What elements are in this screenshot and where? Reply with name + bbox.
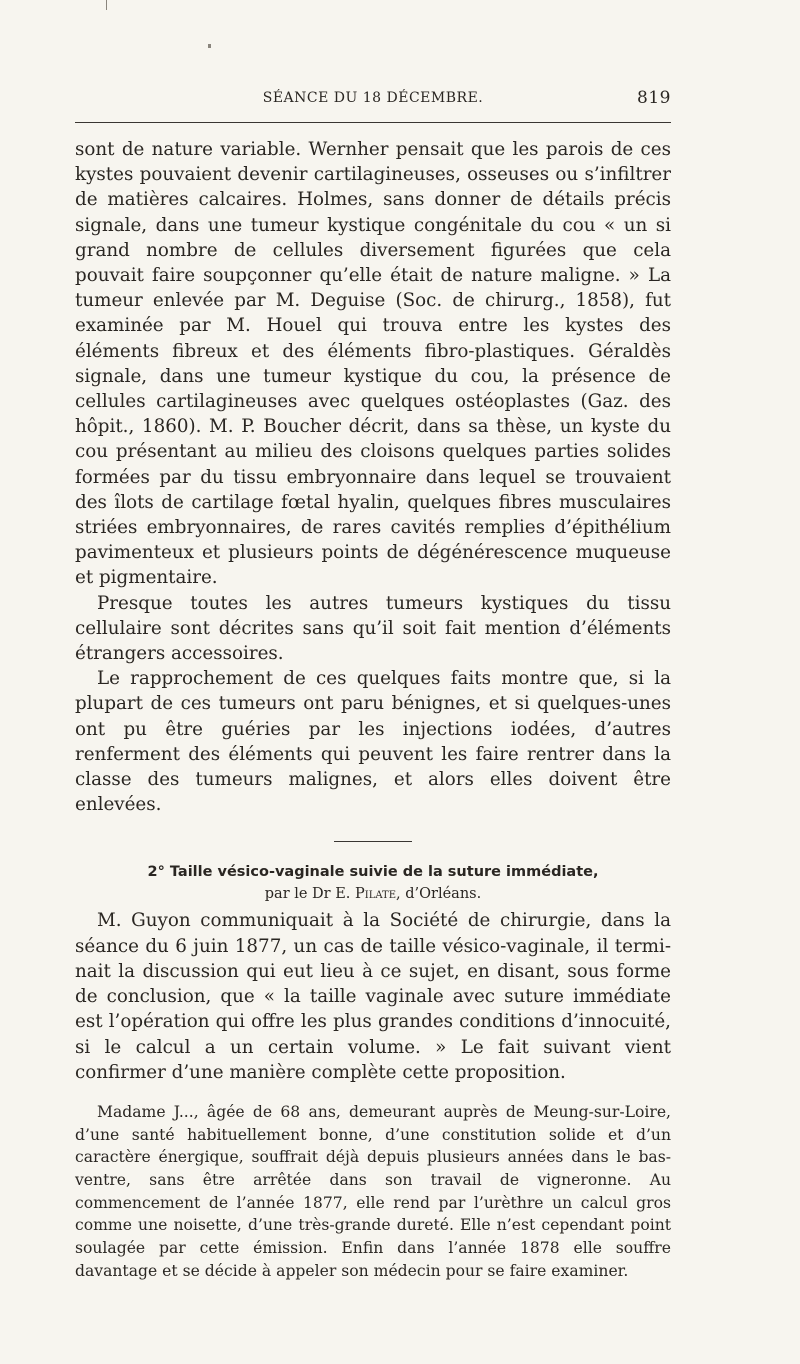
scan-speck: [208, 44, 211, 48]
section-separator: [334, 841, 412, 842]
header-rule: [75, 122, 671, 123]
body-paragraph-2: Presque toutes les autres tumeurs kystiques du tissu cellulaire sont décrites sans qu’il soit fait mention d’éléments étrangers accessoires.: [75, 592, 671, 665]
running-header: [75, 86, 671, 112]
page-number: 819: [637, 88, 671, 108]
author-prefix: par le Dr E.: [264, 886, 351, 903]
author-name: Pilate: [355, 886, 397, 903]
body-paragraph-3: Le rapprochement de ces quelques faits montre que, si la plupart de ces tumeurs ont paru bénignes, et si quelques-unes ont pu être guéries par les injections iodées, d’autres renferment des éléments qui peuvent les faire rentrer dans la classe des tumeurs malignes, et alors elles doivent être enlevées.: [75, 668, 671, 816]
section-title: 2° Taille vésico-vaginale suivie de la suture immédiate,: [147, 864, 599, 881]
section-author: [75, 886, 671, 902]
author-suffix: , d’Orléans.: [396, 886, 482, 903]
case-paragraph: Madame J..., âgée de 68 ans, demeurant auprès de Meung-sur-Loire, d’une santé habituellement bonne, d’une constitution solide et d’un caractère énergique, souffrait déjà depuis plusieurs années dans le bas-ventre, sans être arrêtée dans son travail de vigneronne. Au commencement de l’année 1877, elle rend par l’urèthre un calcul gros comme une noisette, d’une très-grande dureté. Elle n’est cependant point soulagée par cette émission. Enfin dans l’année 1878 elle souffre davantage et se décide à appeler son médecin pour se faire examiner.: [75, 1102, 671, 1280]
body-paragraph-1: sont de nature variable. Wernher pensait que les parois de ces kystes pouvaient devenir cartilagineuses, osseuses ou s’infiltrer de matières calcaires. Holmes, sans donner de détails précis signale, dans une tumeur kystique congénitale du cou « un si grand nombre de cellules diversement figurées que cela pouvait faire soupçonner qu’elle était de nature maligne. » La tumeur enlevée par M. Deguise (Soc. de chirurg., 1858), fut examinée par M. Houel qui trouva entre les kystes des éléments fibreux et des éléments fibro-plastiques. Géraldès signale, dans une tumeur kystique du cou, la présence de cellules cartilagineuses avec quelques ostéoplastes (Gaz. des hôpit., 1860). M. P. Boucher décrit, dans sa thèse, un kyste du cou présentant au milieu des cloisons quelques parties solides formées par du tissu embryonnaire dans lequel se trouvaient des îlots de cartilage fœtal hyalin, quelques fibres musculaires striées embryonnaires, de rares cavités remplies d’épithélium pavimenteux et plusieurs points de dégénérescence muqueuse et pigmentaire.: [75, 139, 671, 589]
book-page: [75, 86, 671, 1283]
running-title: SÉANCE DU 18 DÉCEMBRE.: [262, 90, 484, 106]
scan-speck: [106, 0, 107, 10]
section-paragraph: M. Guyon communiquait à la Société de chirurgie, dans la séance du 6 juin 1877, un cas de taille vésico-vaginale, il terminait la discussion qui eut lieu à ce sujet, en disant, sous forme de conclusion, que « la taille vaginale avec suture immédiate est l’opération qui offre les plus grandes conditions d’innocuité, si le calcul a un certain volume. » Le fait suivant vient confirmer d’une manière complète cette proposition.: [75, 910, 671, 1083]
